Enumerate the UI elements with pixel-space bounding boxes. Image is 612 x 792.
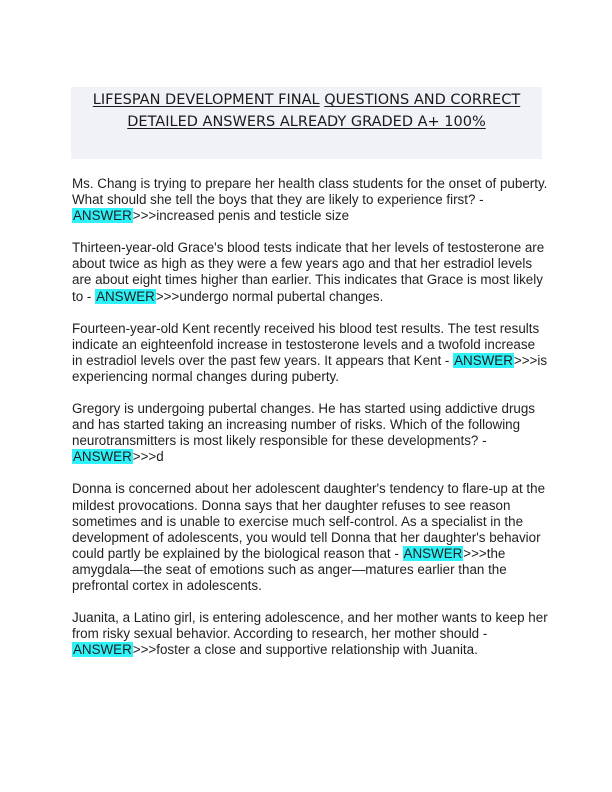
answer-arrow: >>> (132, 449, 157, 465)
answer-label: ANSWER (403, 545, 463, 561)
title-part-1: LIFESPAN DEVELOPMENT FINAL (92, 92, 320, 108)
answer-text: is experiencing normal changes during puberty. (72, 352, 548, 384)
question-text: Juanita, a Latino girl, is entering adolescence, and her mother wants to keep her from risky sexual behavior. According to research, her mother should - (72, 610, 548, 642)
answer-text: undergo normal pubertal changes. (179, 288, 384, 304)
question-text: Gregory is undergoing pubertal changes. He has started using addictive drugs and has started taking an increasing number of risks. Which of the following neurotransmitters is most likely responsible for these developments? - (72, 401, 535, 449)
answer-arrow: >>> (513, 352, 538, 368)
answer-label: ANSWER (454, 352, 513, 368)
qa-item (72, 401, 548, 465)
answer-text: d (156, 449, 164, 465)
title-part-2: QUESTIONS AND CORRECT (324, 92, 521, 108)
qa-item (72, 240, 548, 304)
qa-item (72, 610, 548, 658)
question-text: Fourteen-year-old Kent recently received his blood test results. The test results indicate an eighteenfold increase in testosterone levels and a twofold increase in estradiol levels over the past few years. It appears that Kent - (72, 320, 540, 368)
question-text: Thirteen-year-old Grace's blood tests indicate that her levels of testosterone are about twice as high as they were a few years ago and that her estradiol levels are about eight times higher than earlier. This indicates that Grace is most likely to - (72, 240, 545, 304)
qa-item (72, 321, 548, 385)
question-text: Donna is concerned about her adolescent daughter's tendency to flare-up at the mildest provocations. Donna says that her daughter refuses to see reason sometimes and is unable to exercise much self-control. As a specialist in the development of adolescents, you would tell Donna that her daughter's behavior could partly be explained by the biological reason that - (72, 481, 546, 561)
answer-text: foster a close and supportive relationship with Juanita. (156, 642, 478, 658)
answer-arrow: >>> (132, 208, 157, 224)
answer-label: ANSWER (73, 449, 132, 465)
answer-text: the amygdala—the seat of emotions such as anger—matures earlier than the prefrontal cortex in adolescents. (72, 545, 507, 593)
answer-label: ANSWER (96, 288, 155, 304)
answer-arrow: >>> (463, 545, 487, 561)
qa-item (72, 481, 548, 594)
title-line-2: DETAILED ANSWERS ALREADY GRADED A+ 100% (127, 114, 486, 130)
answer-label: ANSWER (73, 642, 132, 658)
qa-list (72, 176, 548, 674)
question-text: Ms. Chang is trying to prepare her health class students for the onset of puberty. What should she tell the boys that they are likely to experience first? - (72, 176, 548, 208)
answer-text: increased penis and testicle size (156, 208, 350, 224)
answer-arrow: >>> (155, 288, 180, 304)
answer-label: ANSWER (73, 208, 132, 224)
document-title (71, 87, 542, 159)
qa-item (72, 176, 548, 224)
answer-arrow: >>> (132, 642, 157, 658)
